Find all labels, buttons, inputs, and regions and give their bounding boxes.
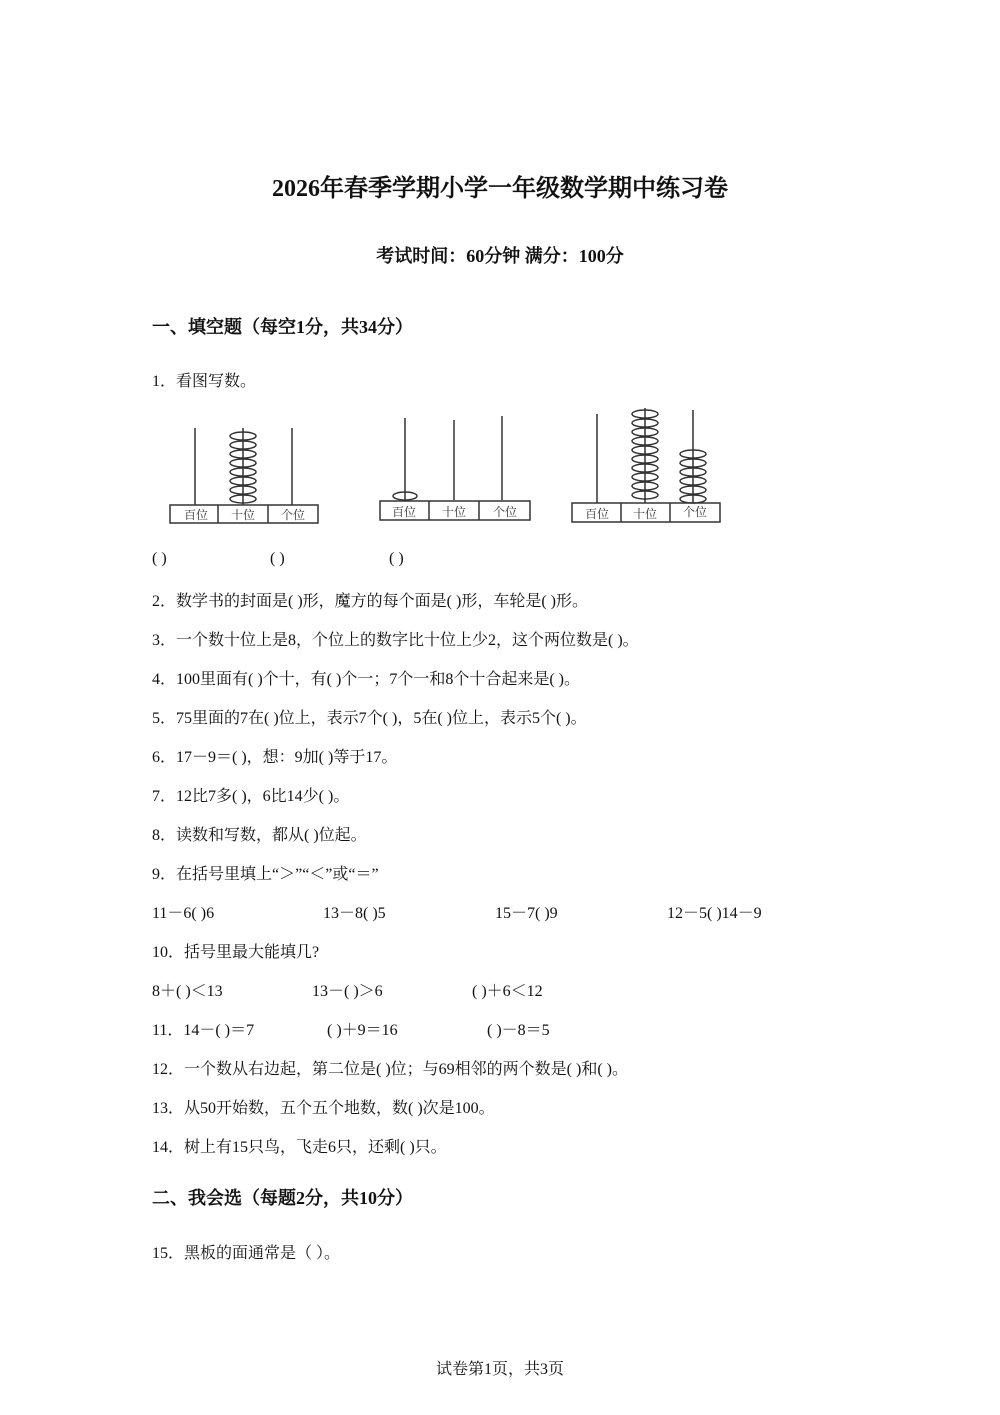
question-8: 8．读数和写数，都从( )位起。: [152, 827, 367, 844]
abacus-figures: [160, 400, 740, 530]
q11-item-2: ( )＋9＝16: [327, 1022, 398, 1039]
abacus-2-label-ones: 个位: [492, 505, 518, 519]
abacus-3-answer[interactable]: ( ): [389, 550, 404, 567]
abacus-3-label-ones: 个位: [682, 505, 708, 519]
question-10: 10．括号里最大能填几?: [152, 944, 320, 961]
abacus-1-label-hundreds: 百位: [183, 508, 209, 522]
q10-item-1: 8＋( )＜13: [152, 983, 223, 1000]
section-heading-choice: 二、我会选（每题2分，共10分）: [152, 1188, 413, 1208]
question-5: 5．75里面的7在( )位上，表示7个( )，5在( )位上，表示5个( )。: [152, 710, 587, 727]
page-footer: 试卷第1页，共3页: [435, 1361, 564, 1378]
q10-item-3: ( )＋6＜12: [472, 983, 543, 1000]
section-heading-fill-blank: 一、填空题（每空1分，共34分）: [152, 317, 413, 337]
q9-item-4: 12－5( )14－9: [667, 905, 762, 922]
exam-info: 考试时间：60分钟 满分：100分: [376, 246, 624, 266]
abacus-3-label-tens: 十位: [632, 507, 658, 521]
abacus-1-label-tens: 十位: [230, 508, 256, 522]
abacus-3-label-hundreds: 百位: [584, 507, 610, 521]
question-13: 13．从50开始数，五个五个地数，数( )次是100。: [152, 1100, 495, 1117]
q9-item-1: 11－6( )6: [152, 905, 215, 922]
question-2: 2．数学书的封面是( )形，魔方的每个面是( )形，车轮是( )形。: [152, 593, 588, 610]
question-15: 15．黑板的面通常是（ ）。: [152, 1245, 341, 1262]
question-1: 1．看图写数。: [152, 373, 257, 390]
abacus-2-label-tens: 十位: [441, 505, 467, 519]
question-4: 4．100里面有( )个十，有( )个一；7个一和8个十合起来是( )。: [152, 671, 580, 688]
abacus-1-answer[interactable]: ( ): [152, 550, 167, 567]
abacus-2-answer[interactable]: ( ): [270, 550, 285, 567]
q10-item-2: 13－( )＞6: [312, 983, 383, 1000]
question-12: 12．一个数从右边起，第二位是( )位；与69相邻的两个数是( )和( )。: [152, 1061, 628, 1078]
abacus-2-label-hundreds: 百位: [391, 505, 417, 519]
q11-item-3: ( )－8＝5: [487, 1022, 550, 1039]
page-title: 2026年春季学期小学一年级数学期中练习卷: [272, 176, 728, 202]
question-7: 7．12比7多( )，6比14少( )。: [152, 788, 350, 805]
q9-item-2: 13－8( )5: [323, 905, 386, 922]
abacus-1-label-ones: 个位: [280, 508, 306, 522]
question-3: 3．一个数十位上是8，个位上的数字比十位上少2，这个两位数是( )。: [152, 632, 639, 649]
question-14: 14．树上有15只鸟，飞走6只，还剩( )只。: [152, 1139, 447, 1156]
question-9: 9．在括号里填上“＞”“＜”或“＝”: [152, 866, 379, 883]
q11-item-1: 11．14－( )＝7: [152, 1022, 255, 1039]
question-6: 6．17－9＝( )，想：9加( )等于17。: [152, 749, 398, 766]
q9-item-3: 15－7( )9: [495, 905, 558, 922]
